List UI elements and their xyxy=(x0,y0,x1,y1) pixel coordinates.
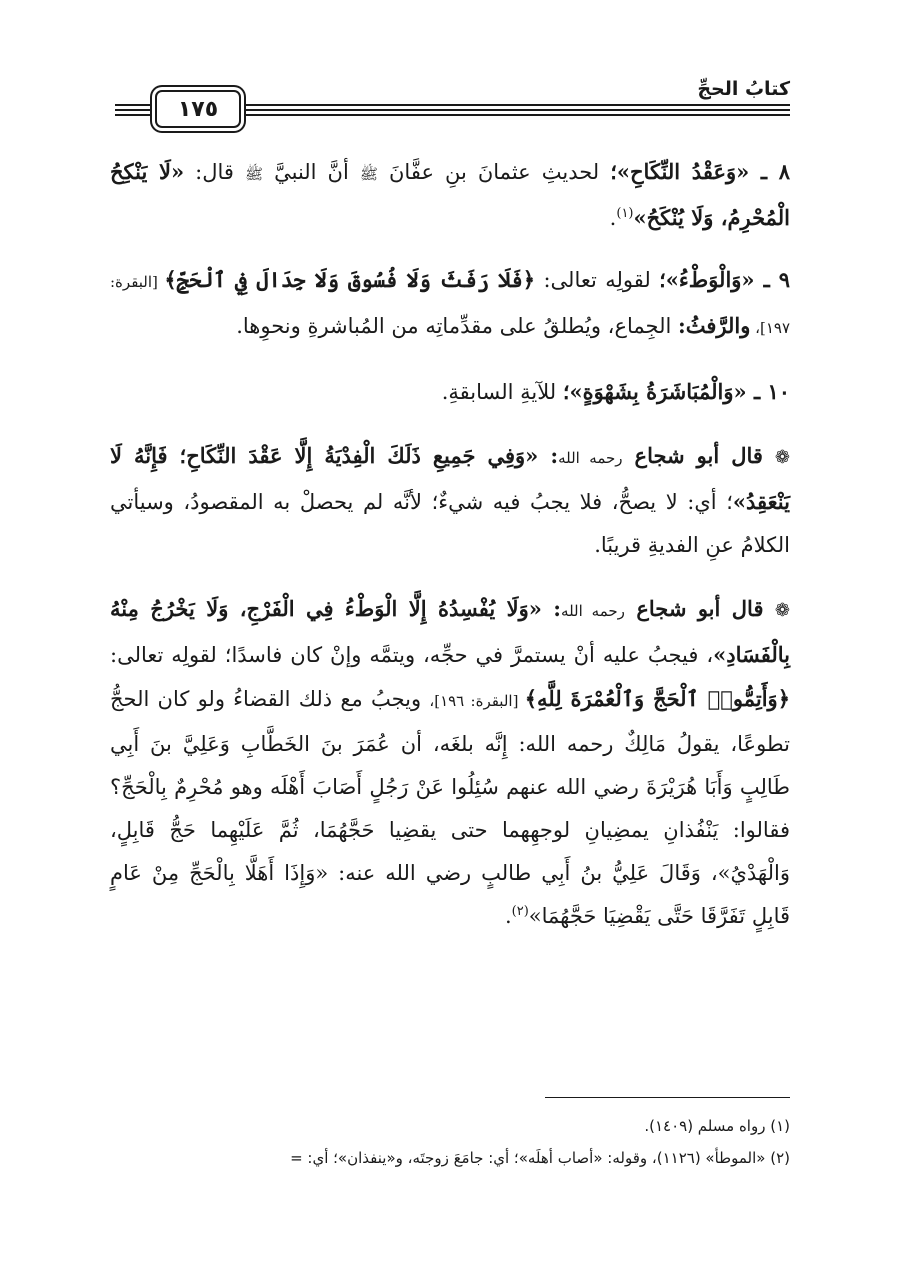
body-text: للآيةِ السابقةِ. xyxy=(441,380,563,404)
matn-quote: : «وَلَا يُفْسِدُهُ إِلَّا الْوَطْءُ فِي الْفَرْجِ، وَلَا يَخْرُجُ مِنْهُ بِالْفَسَادِ» xyxy=(110,596,790,667)
rahimahullah-glyph: رحمه الله xyxy=(558,449,623,467)
honorific-glyph: ﷺ xyxy=(244,165,264,183)
item-heading: ٨ ـ «وَعَقْدُ النِّكَاحِ»؛ xyxy=(610,159,791,184)
honorific-glyph: ﷺ xyxy=(359,165,378,183)
page-number: ١٧٥ xyxy=(155,90,241,128)
item-heading: ١٠ ـ «وَالْمُبَاشَرَةُ بِشَهْوَةٍ»؛ xyxy=(562,379,790,404)
term: والرَّفثُ: xyxy=(677,313,751,338)
body-text: الجِماع، ويُطلقُ على مقدِّماتِه من المُباشرةِ ونحوِها. xyxy=(236,314,678,338)
body-text: ويجبُ مع ذلك القضاءُ ولو كان الحجُّ تطوعًا، يقولُ مَالِكٌ رحمه الله: إِنَّه بلغَه، أن عُمَرَ بنَ الخَطَّابِ وَعَلِيَّ بنَ أَبِي طَالِبٍ وَأَبَا هُرَيْرَةَ رضي الله عنهم سُئِلُوا عَنْ رَجُلٍ أَصَابَ أَهْلَه وهو مُحْرِمٌ بِالْحَجِّ؟ فقالوا: يَنْفُذانِ يمضِيانِ لوجهِهما حتى يقضِيا حَجَّهُمَا، ثُمَّ عَلَيْهِما حَجُّ قَابِلٍ، وَالْهَدْيُ»، وَقَالَ عَلِيُّ بنُ أَبِي طالبٍ رضي الله عنه: xyxy=(110,687,790,885)
body-text: لقولِه تعالى: xyxy=(535,268,660,292)
footnote-ref[interactable]: (٢) xyxy=(511,904,529,919)
footnote-ref[interactable]: (١) xyxy=(616,206,634,221)
rose-ornament-icon: ❁ xyxy=(774,447,790,468)
body-text: ؛ أي: لا يصحُّ، فلا يجبُ فيه شيءٌ؛ لأنَّه لم يحصلْ به المقصودُ، وسيأتي الكلامُ عنِ الفديةِ قريبًا. xyxy=(110,490,790,557)
body-text: أنَّ النبيَّ xyxy=(263,160,360,184)
rahimahullah-glyph: رحمه الله xyxy=(561,602,625,620)
verse-reference: [البقرة: ١٩٧]، xyxy=(110,273,790,337)
quran-verse: ﴿وَأَتِمُّوا۟ ٱلْحَجَّ وَٱلْعُمْرَةَ لِلَّهِ﴾ xyxy=(524,686,791,711)
page-header xyxy=(115,76,790,126)
speaker-name: قال أبو شجاع xyxy=(624,596,775,621)
footnote-separator xyxy=(545,1097,790,1098)
running-title: كتابُ الحجِّ xyxy=(697,78,790,100)
footnote-1: (١) رواه مسلم (١٤٠٩). xyxy=(644,1117,790,1135)
paragraph-matn-1 xyxy=(110,434,790,567)
speaker-name: قال أبو شجاع xyxy=(622,443,775,468)
rose-ornament-icon: ❁ xyxy=(774,600,790,621)
paragraph-8: ٨ ـ «وَعَقْدُ النِّكَاحِ»؛ لحديثِ عثمانَ بنِ عفَّانَ ﷺ أنَّ النبيَّ ﷺ قال: «لَا يَنْكِحُ الْمُحْرِمُ، وَلَا يُنْكَحُ»$^{(١)}$. xyxy=(110,159,791,230)
body-text: لحديثِ عثمانَ بنِ عفَّانَ xyxy=(377,160,611,184)
athar-quote: «وَإِذَا أَهَلَّا بِالْحَجِّ مِنْ عَامٍ قَابِلٍ تَفَرَّقَا حَتَّى يَقْضِيَا حَجَّهُمَا» xyxy=(110,861,790,928)
quran-verse: ﴿فَلَا رَفَثَ وَلَا فُسُوقَ وَلَا جِدَالَ فِي ٱلْحَجِّ﴾ xyxy=(164,267,536,292)
item-heading: ٩ ـ «وَالْوَطْءُ»؛ xyxy=(659,267,791,292)
verse-reference: [البقرة: ١٩٦]، xyxy=(429,692,525,710)
body-text: قال: xyxy=(184,160,245,184)
paragraph-9 xyxy=(110,258,790,350)
matn-quote: : «وَفِي جَمِيعِ ذَلَكَ الْفِدْيَةُ إِلَّا عَقْدَ النِّكَاحِ؛ فَإِنَّهُ لَا يَنْعَقِدُ» xyxy=(110,443,790,514)
main-text xyxy=(110,150,790,958)
footnote-2: (٢) «الموطأ» (١١٢٦)، وقوله: «أصاب أهلَه»؛ أي: جامَعَ زوجتَه، و«ينفذان»؛ أي: = xyxy=(290,1149,790,1167)
body-text: ، فيجبُ عليه أنْ يستمرَّ في حجِّه، ويتمَّه وإنْ كان فاسدًا؛ لقولِه تعالى: xyxy=(110,643,714,667)
footnotes xyxy=(110,1110,790,1174)
paragraph-10 xyxy=(110,370,790,414)
paragraph-matn-2: ❁ قال أبو شجاع رحمه الله: «وَلَا يُفْسِدُهُ إِلَّا الْوَطْءُ فِي الْفَرْجِ، وَلَا يَخْرُجُ مِنْهُ بِالْفَسَادِ»، فيجبُ عليه أنْ يستمرَّ في حجِّه، ويتمَّه وإنْ كان فاسدًا؛ لقولِه تعالى: ﴿وَأَتِمُّوا۟ ٱلْحَجَّ وَٱلْعُمْرَةَ لِلَّهِ﴾ [البقرة: ١٩٦]، ويجبُ مع ذلك القضاءُ ولو كان الحجُّ تطوعًا، يقولُ مَالِكٌ رحمه الله: إِنَّه بلغَه، أن عُمَرَ بنَ الخَطَّابِ وَعَلِيَّ بنَ أَبِي طَالِبٍ وَأَبَا هُرَيْرَةَ رضي الله عنهم سُئِلُوا عَنْ رَجُلٍ أَصَابَ أَهْلَه وهو مُحْرِمٌ بِالْحَجِّ؟ فقالوا: يَنْفُذانِ يمضِيانِ لوجهِهما حتى يقضِيا حَجَّهُمَا، ثُمَّ عَلَيْهِما حَجُّ قَابِلٍ، وَالْهَدْيُ»، وَقَالَ عَلِيُّ بنُ أَبِي طالبٍ رضي الله عنه: «وَإِذَا أَهَلَّا بِالْحَجِّ مِنْ عَامٍ قَابِلٍ تَفَرَّقَا حَتَّى يَقْضِيَا حَجَّهُمَا»$^{(٢)}$. xyxy=(110,596,791,928)
hadith-quote: «لَا يَنْكِحُ الْمُحْرِمُ، وَلَا يُنْكَحُ» xyxy=(110,159,790,230)
